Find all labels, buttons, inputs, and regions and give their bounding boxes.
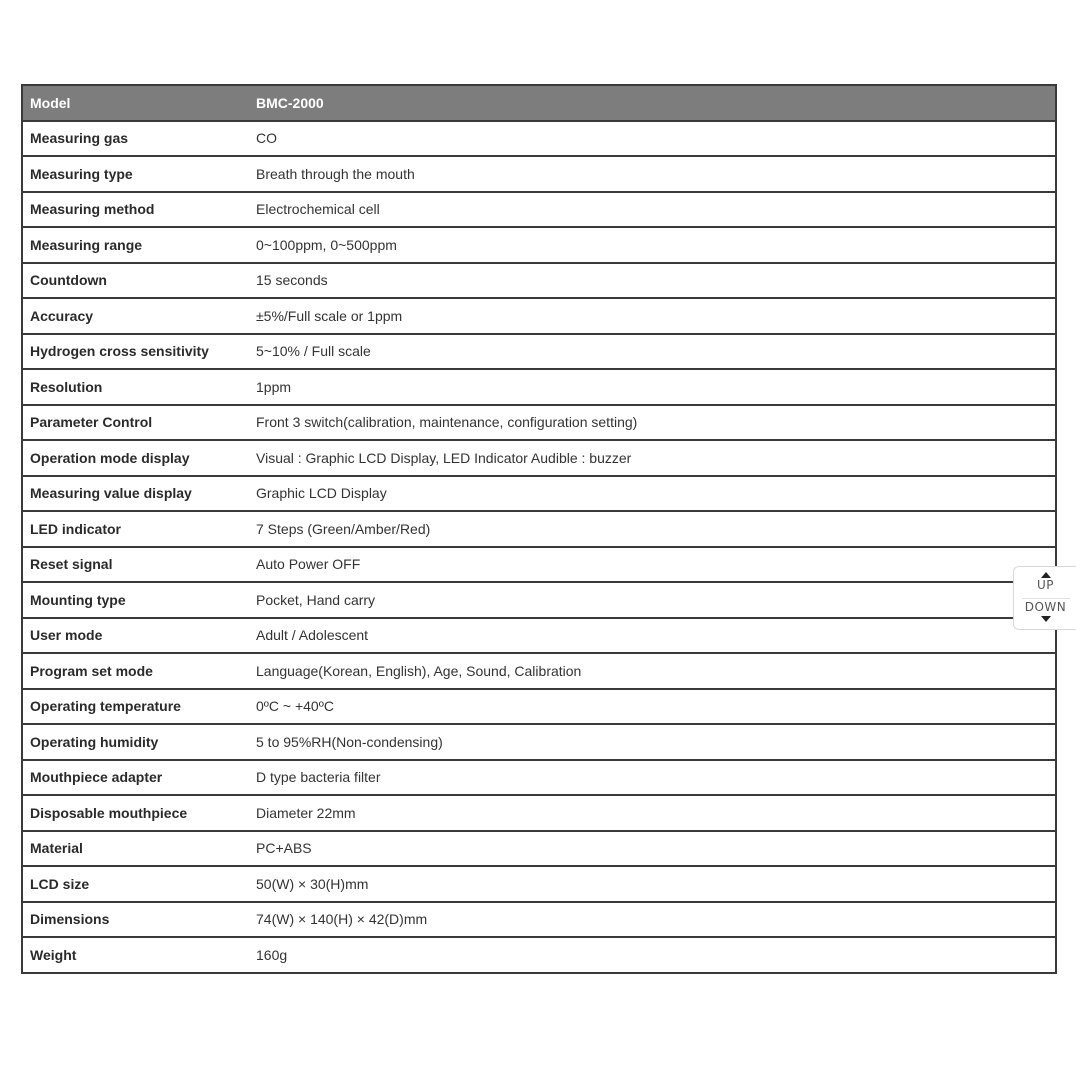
header-row: [22, 85, 1056, 121]
spec-label: Program set mode: [22, 653, 249, 689]
spec-label: Weight: [30, 946, 77, 963]
spec-value: Auto Power OFF: [249, 547, 1056, 583]
spec-value: ±5%/Full scale or 1ppm: [249, 298, 1056, 334]
triangle-down-icon: [1041, 616, 1051, 622]
spec-value: Graphic LCD Display: [249, 476, 1056, 512]
scroll-up-button[interactable]: [1014, 570, 1076, 598]
spec-label: Hydrogen cross sensitivity: [22, 334, 249, 370]
spec-row: [22, 369, 1056, 405]
header-model-value: BMC-2000: [249, 85, 1056, 121]
spec-label: Reset signal: [22, 547, 249, 583]
spec-label: Mouthpiece adapter: [22, 760, 249, 796]
header-label: Model: [22, 85, 249, 121]
spec-row: [22, 724, 1056, 760]
spec-value: 1ppm: [249, 369, 1056, 405]
spec-value: 50(W) × 30(H)mm: [249, 866, 1056, 902]
spec-value: CO: [249, 121, 1056, 157]
spec-value: 0~100ppm, 0~500ppm: [249, 227, 1056, 263]
spec-row: [22, 192, 1056, 228]
spec-label: Parameter Control: [22, 405, 249, 441]
spec-value: Breath through the mouth: [249, 156, 1056, 192]
scroll-down-label: DOWN: [1024, 600, 1067, 614]
spec-row: [22, 227, 1056, 263]
spec-row: [22, 866, 1056, 902]
spec-row: [22, 334, 1056, 370]
spec-label: Disposable mouthpiece: [22, 795, 249, 831]
spec-row: [22, 511, 1056, 547]
spec-value: Adult / Adolescent: [249, 618, 1056, 654]
spec-row: [22, 902, 1056, 938]
spec-value: 15 seconds: [249, 263, 1056, 299]
spec-row: [22, 831, 1056, 867]
spec-value: D type bacteria filter: [249, 760, 1056, 796]
spec-label: Measuring gas: [22, 121, 249, 157]
spec-value: PC+ABS: [249, 831, 1056, 867]
spec-row: [22, 476, 1056, 512]
spec-row: [22, 547, 1056, 583]
spec-table-header: [22, 85, 1056, 121]
spec-row: [22, 121, 1056, 157]
spec-value: Electrochemical cell: [249, 192, 1056, 228]
spec-label: LCD size: [22, 866, 249, 902]
spec-label: Operation mode display: [22, 440, 249, 476]
spec-label: Resolution: [22, 369, 249, 405]
spec-value: 5~10% / Full scale: [249, 334, 1056, 370]
spec-row: [22, 760, 1056, 796]
spec-label: Measuring range: [22, 227, 249, 263]
spec-label: Countdown: [22, 263, 249, 299]
spec-label: Material: [22, 831, 249, 867]
spec-row: [22, 440, 1056, 476]
spec-row: [22, 653, 1056, 689]
scroll-up-label: UP: [1036, 578, 1055, 592]
scroll-up-down-widget: [1013, 566, 1076, 630]
spec-value: 160g: [256, 946, 288, 963]
spec-label: Measuring method: [22, 192, 249, 228]
spec-value: Pocket, Hand carry: [249, 582, 1056, 618]
spec-value: 7 Steps (Green/Amber/Red): [249, 511, 1056, 547]
spec-value: Diameter 22mm: [249, 795, 1056, 831]
spec-row: [22, 405, 1056, 441]
spec-row: [22, 298, 1056, 334]
scroll-down-button[interactable]: [1014, 600, 1076, 630]
scroll-widget-divider: [1022, 598, 1070, 599]
spec-label: Dimensions: [22, 902, 249, 938]
spec-row: [22, 689, 1056, 725]
spec-label: Operating humidity: [22, 724, 249, 760]
spec-value: 0ºC ~ +40ºC: [249, 689, 1056, 725]
spec-row: [22, 156, 1056, 192]
spec-value: 5 to 95%RH(Non-condensing): [249, 724, 1056, 760]
spec-label: LED indicator: [22, 511, 249, 547]
spec-row: [22, 795, 1056, 831]
spec-value: Language(Korean, English), Age, Sound, Calibration: [249, 653, 1056, 689]
spec-row: [22, 618, 1056, 654]
spec-label: Accuracy: [22, 298, 249, 334]
spec-row: [22, 937, 1056, 973]
spec-label: Operating temperature: [22, 689, 249, 725]
spec-label: User mode: [22, 618, 249, 654]
spec-label: Measuring type: [22, 156, 249, 192]
spec-value: Visual : Graphic LCD Display, LED Indicator Audible : buzzer: [249, 440, 1056, 476]
spec-table-body: [22, 121, 1056, 973]
spec-row: [22, 263, 1056, 299]
spec-value: Front 3 switch(calibration, maintenance, configuration setting): [249, 405, 1056, 441]
spec-value: 74(W) × 140(H) × 42(D)mm: [249, 902, 1056, 938]
spec-table: [21, 84, 1057, 974]
spec-label: Measuring value display: [22, 476, 249, 512]
spec-row: [22, 582, 1056, 618]
spec-label: Mounting type: [22, 582, 249, 618]
